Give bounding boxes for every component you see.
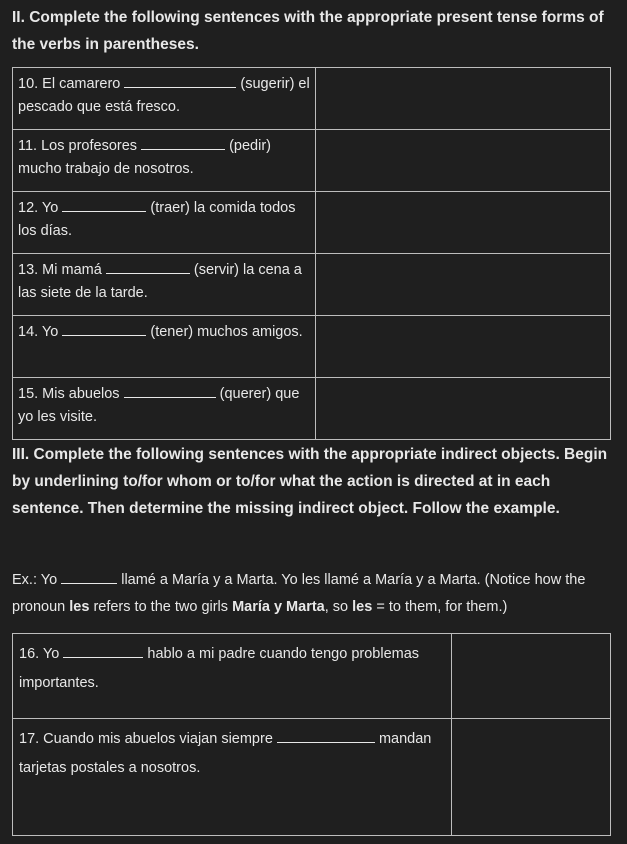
section-2-table: [12, 67, 611, 440]
answer-blank[interactable]: [124, 384, 216, 398]
section-2-heading: II. Complete the following sentences with the appropriate present tense forms of the verbs in parentheses.: [12, 9, 604, 53]
answer-blank[interactable]: [62, 322, 146, 336]
answer-blank[interactable]: [141, 136, 225, 150]
example-blank: [61, 570, 117, 584]
answer-blank[interactable]: [124, 74, 236, 88]
section-3-heading: III. Complete the following sentences with the appropriate indirect objects. Begin by underlining to/for whom or to/for what the action is directed at in each sentence. Then determine the missing indirect object. Follow the example.: [12, 446, 608, 517]
answer-blank[interactable]: [106, 260, 190, 274]
example-sentence: Ex.: Yo llamé a María y a Marta. Yo les llamé a María y a Marta. (Notice how the pronoun les refers to the two girls María y Marta, so les = to them, for them.): [12, 572, 586, 615]
table-row: [13, 316, 611, 378]
answer-cell[interactable]: [315, 316, 610, 378]
answer-cell[interactable]: [315, 192, 610, 254]
question-10: 10. El camarero (sugerir) el pescado que está fresco.: [13, 68, 316, 130]
question-13: 13. Mi mamá (servir) la cena a las siete de la tarde.: [13, 254, 316, 316]
answer-cell[interactable]: [315, 130, 610, 192]
question-12: 12. Yo (traer) la comida todos los días.: [13, 192, 316, 254]
table-row: [13, 192, 611, 254]
question-16: 16. Yo hablo a mi padre cuando tengo problemas importantes.: [13, 634, 452, 719]
question-17: 17. Cuando mis abuelos viajan siempre mandan tarjetas postales a nosotros.: [13, 719, 452, 836]
answer-cell[interactable]: [452, 634, 611, 719]
answer-blank[interactable]: [63, 644, 143, 658]
question-15: 15. Mis abuelos (querer) que yo les visite.: [13, 378, 316, 440]
table-row: [13, 130, 611, 192]
table-row: [13, 378, 611, 440]
table-row: [13, 68, 611, 130]
answer-blank[interactable]: [62, 198, 146, 212]
answer-cell[interactable]: [315, 254, 610, 316]
table-row: [13, 719, 611, 836]
answer-cell[interactable]: [315, 378, 610, 440]
question-11: 11. Los profesores (pedir) mucho trabajo de nosotros.: [13, 130, 316, 192]
answer-cell[interactable]: [315, 68, 610, 130]
question-14: 14. Yo (tener) muchos amigos.: [13, 316, 316, 378]
answer-cell[interactable]: [452, 719, 611, 836]
table-row: [13, 254, 611, 316]
section-3-table: [12, 633, 611, 836]
table-row: [13, 634, 611, 719]
answer-blank[interactable]: [277, 729, 375, 743]
